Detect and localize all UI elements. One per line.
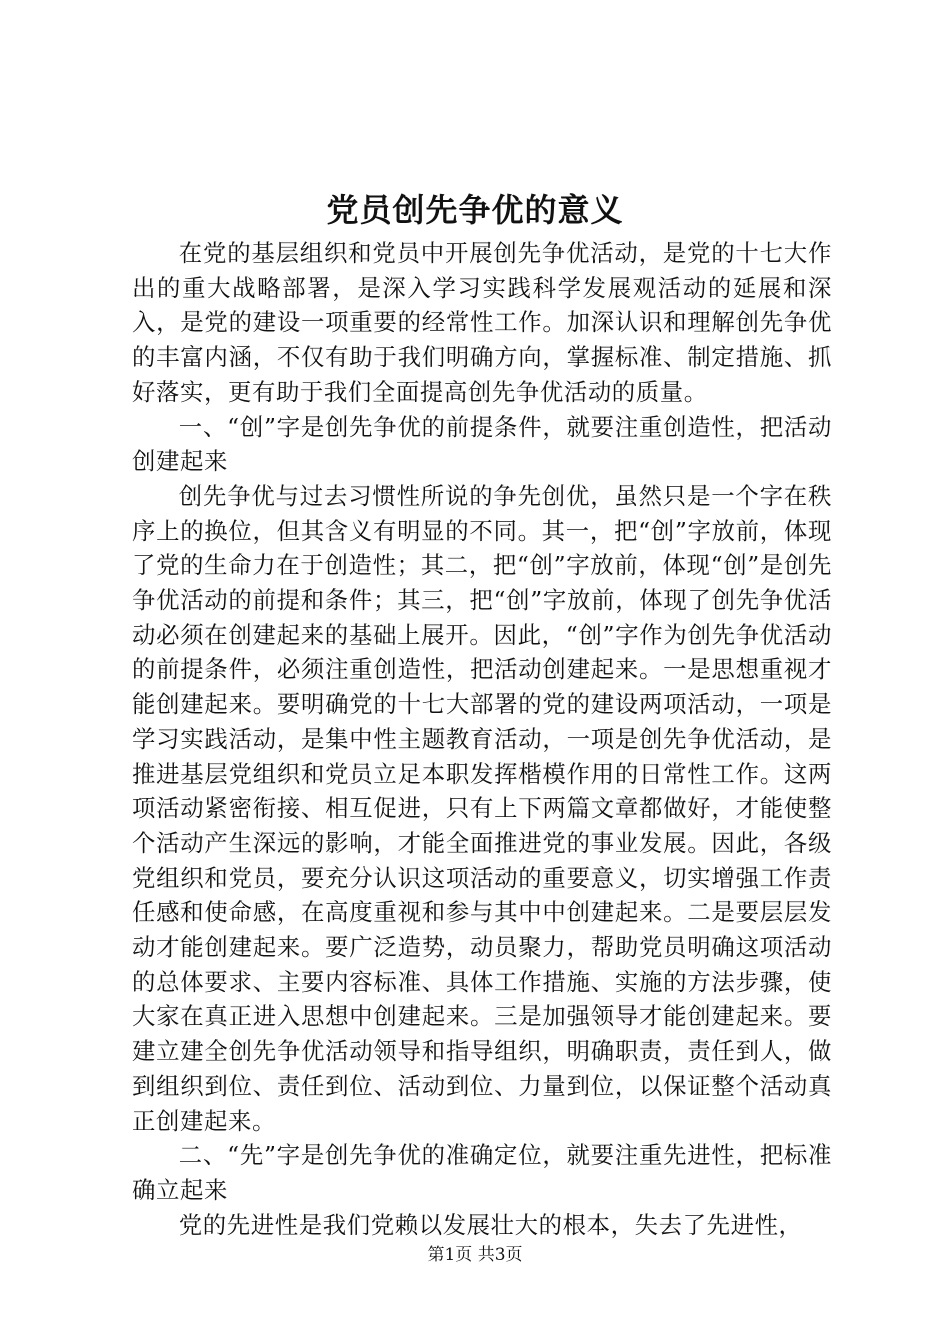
paragraph-section-1: 创先争优与过去习惯性所说的争先创优，虽然只是一个字在秩序上的换位，但其含义有明显的不同。其一，把“创”字放前，体现了党的生命力在于创造性；其二，把“创”字放前，体现“创”是创先争优活动的前提和条件；其三，把“创”字放前，体现了创先争优活动必须在创建起来的基础上展开。因此，“创”字作为创先争优活动的前提条件，必须注重创造性，把活动创建起来。一是思想重视才能创建起来。要明确党的十七大部署的党的建设两项活动，一项是学习实践活动，是集中性主题教育活动，一项是创先争优活动，是推进基层党组织和党员立足本职发挥楷模作用的日常性工作。这两项活动紧密衔接、相互促进，只有上下两篇文章都做好，才能使整个活动产生深远的影响，才能全面推进党的事业发展。因此，各级党组织和党员，要充分认识这项活动的重要意义，切实增强工作责任感和使命感，在高度重视和参与其中中创建起来。二是要层层发动才能创建起来。要广泛造势，动员聚力，帮助党员明确这项活动的总体要求、主要内容标准、具体工作措施、实施的方法步骤，使大家在真正进入思想中创建起来。三是加强领导才能创建起来。要建立建全创先争优活动领导和指导组织，明确职责，责任到人，做到组织到位、责任到位、活动到位、力量到位，以保证整个活动真正创建起来。 (132, 481, 832, 1135)
section-heading-1: 一、“创”字是创先争优的前提条件，就要注重创造性，把活动创建起来 (132, 412, 832, 476)
page-number-footer: 第1页 共3页 (427, 1245, 523, 1265)
document-body (132, 236, 832, 1242)
section-heading-2: 二、“先”字是创先争优的准确定位，就要注重先进性，把标准确立起来 (132, 1141, 832, 1204)
document-title: 党员创先争优的意义 (326, 191, 624, 229)
paragraph-intro: 在党的基层组织和党员中开展创先争优活动，是党的十七大作出的重大战略部署，是深入学习实践科学发展观活动的延展和深入，是党的建设一项重要的经常性工作。加深认识和理解创先争优的丰富内涵，不仅有助于我们明确方向，掌握标准、制定措施、抓好落实，更有助于我们全面提高创先争优活动的质量。 (132, 239, 832, 406)
paragraph-section-2: 党的先进性是我们党赖以发展壮大的根本，失去了先进性， (178, 1210, 803, 1239)
